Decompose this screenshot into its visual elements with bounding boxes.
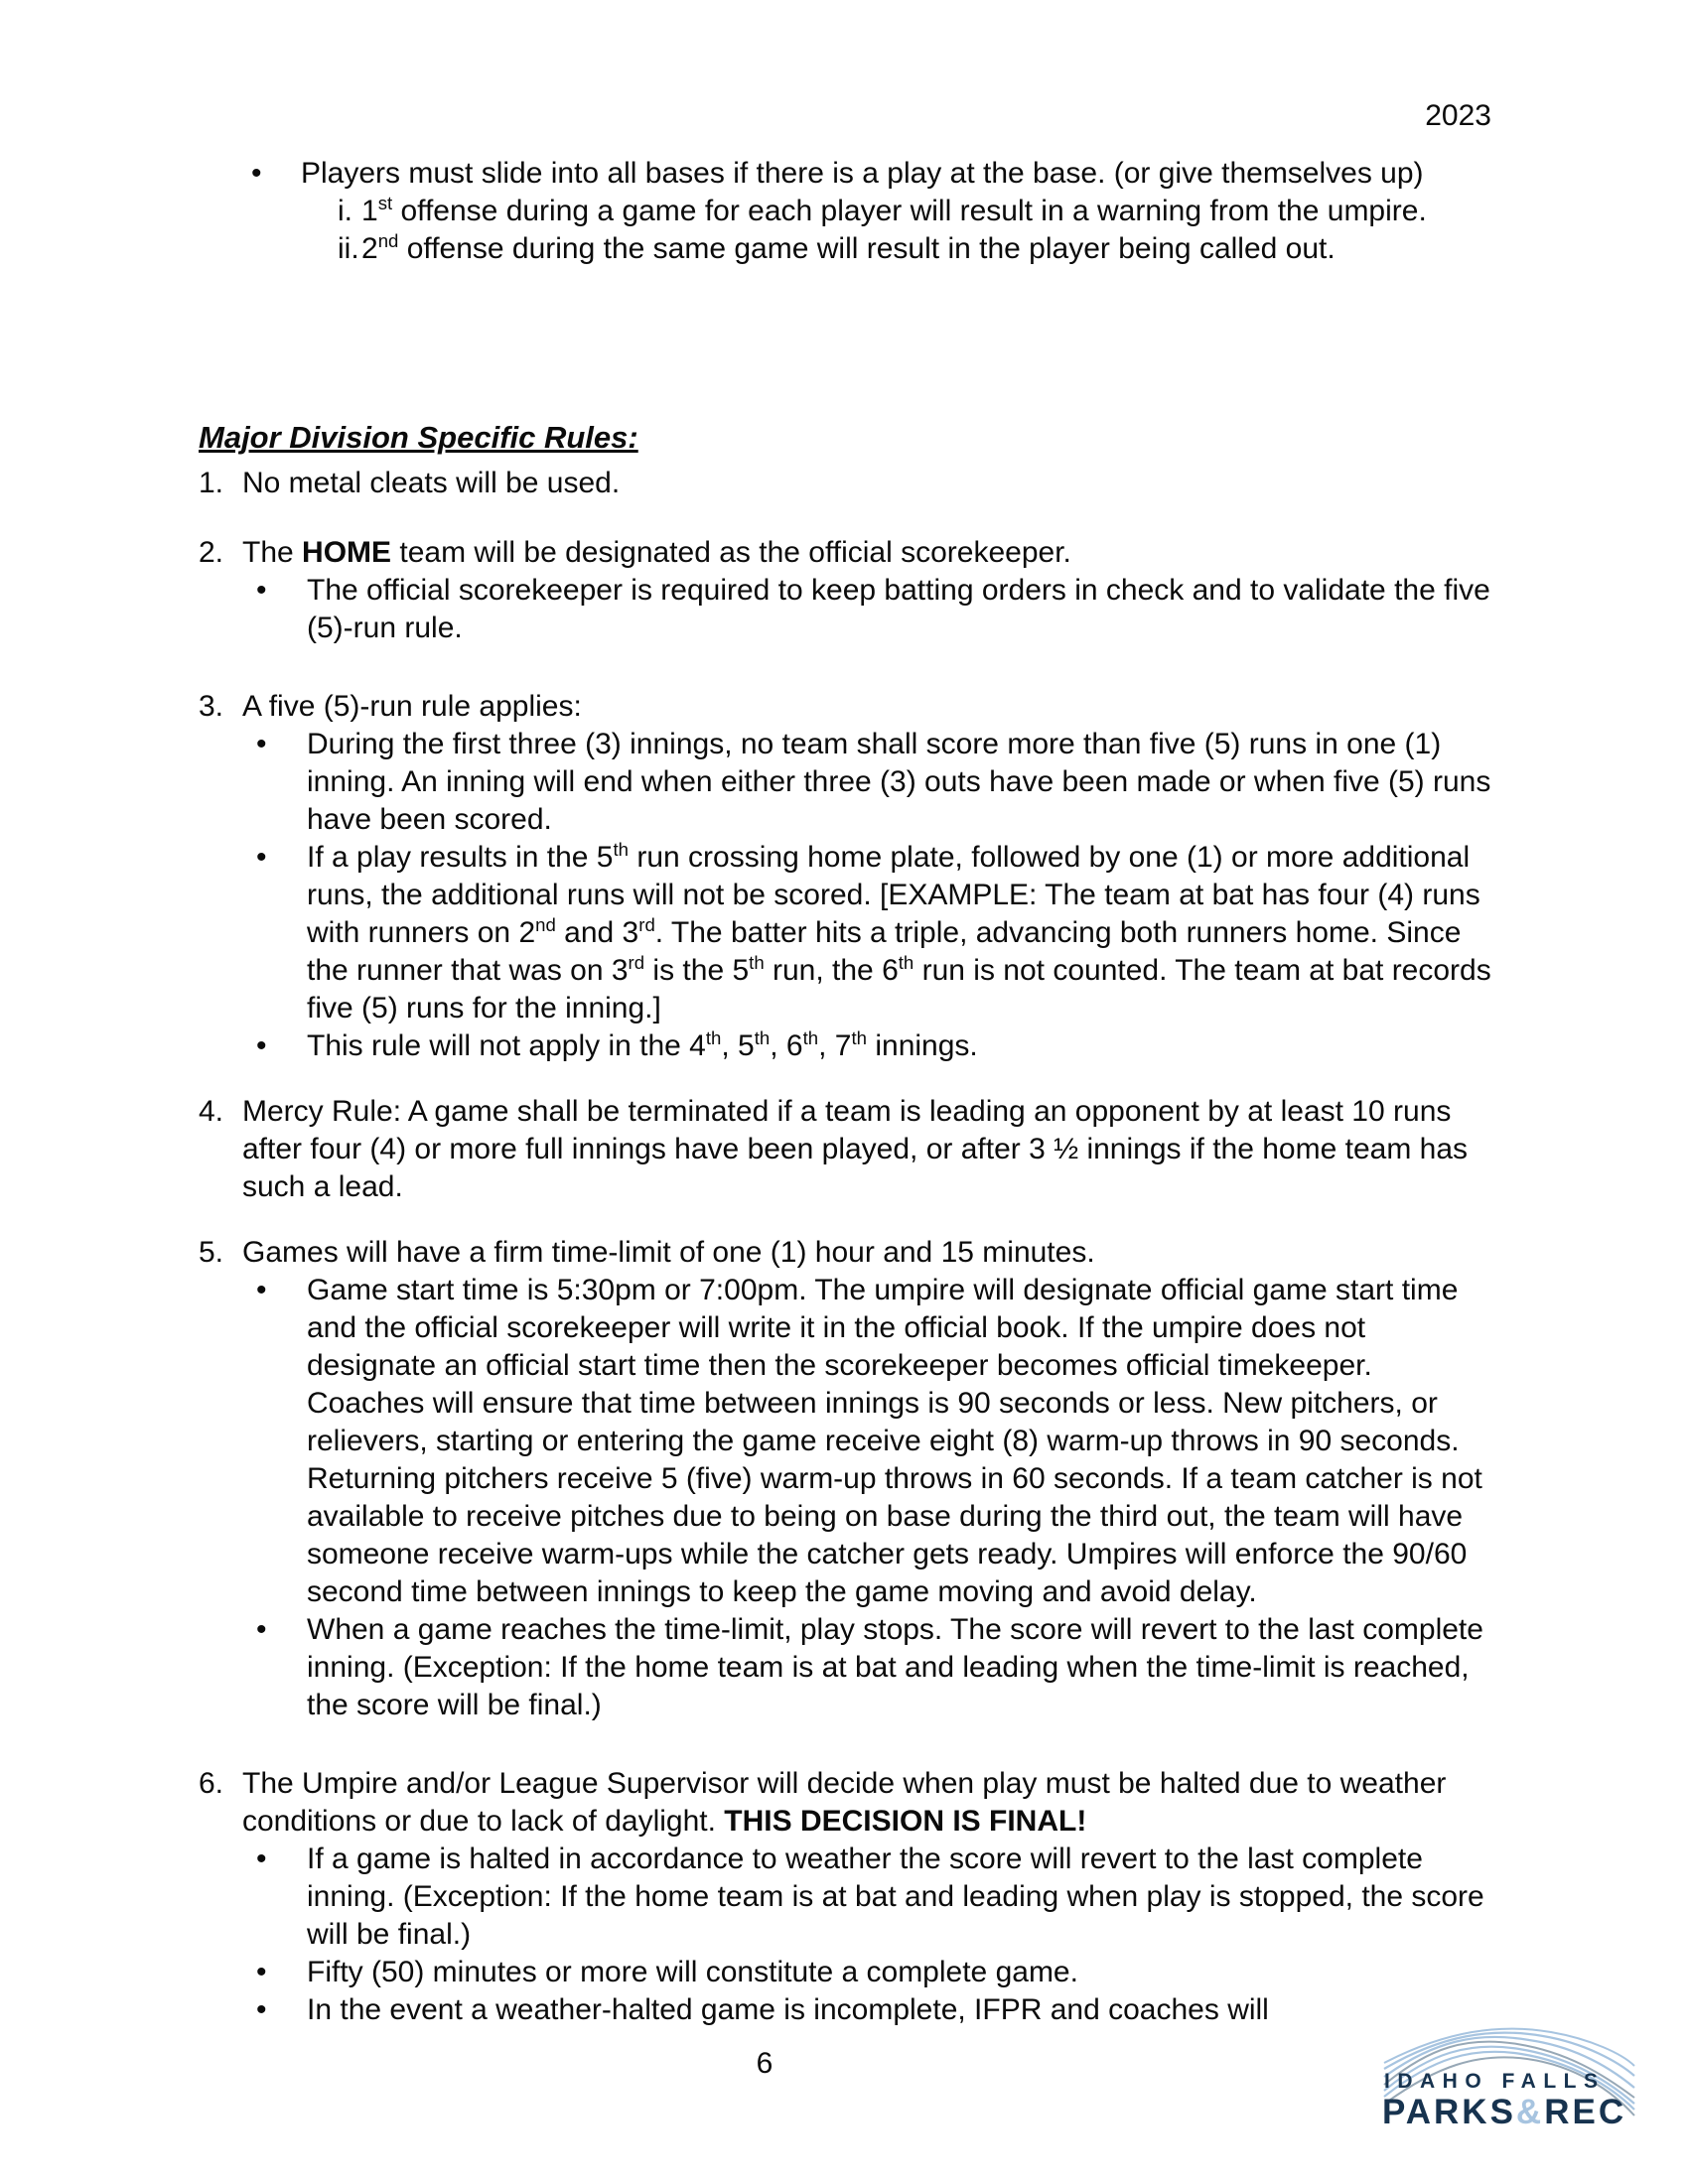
rule-number: 5. [199, 1236, 224, 1269]
roman-numeral-label: ii. [338, 232, 359, 265]
bullet-icon: • [256, 728, 267, 760]
rule-number: 3. [199, 690, 224, 723]
rule-bullet-item [242, 1841, 1491, 1954]
intro-bullet-text: Players must slide into all bases if there is a play at the base. (or give themselves up) [301, 157, 1424, 190]
rule-text: Mercy Rule: A game shall be terminated if a team is leading an opponent by at least 10 runs after four (4) or more full innings have been played, or after 3 ½ innings if the home team has such a lead. [242, 1095, 1469, 1203]
roman-sub-item [199, 193, 1491, 230]
rule-item [199, 1765, 1491, 2029]
rule-bullet-text: In the event a weather-halted game is incomplete, IFPR and coaches will [307, 1993, 1269, 2026]
roman-sub-item-text: 1st offense during a game for each player will result in a warning from the umpire. [361, 193, 1427, 227]
roman-numeral-label: i. [338, 195, 352, 227]
bullet-icon: • [256, 1993, 267, 2026]
rule-bullet-item [242, 726, 1491, 839]
rule-item [199, 534, 1491, 647]
parks-rec-logo [1382, 2025, 1636, 2136]
rule-number: 6. [199, 1767, 224, 1800]
bullet-icon: • [256, 1843, 267, 1875]
document-content [199, 155, 1491, 2029]
bullet-icon: • [256, 1274, 267, 1306]
logo-rec-text: REC [1544, 2093, 1627, 2131]
rule-number: 4. [199, 1095, 224, 1128]
bullet-icon: • [256, 1029, 267, 1062]
rule-bullet-item [242, 1991, 1491, 2029]
logo-title-line2 [1382, 2095, 1626, 2130]
rule-item [199, 1234, 1491, 1724]
rule-text: Games will have a firm time-limit of one (1) hour and 15 minutes. [242, 1236, 1095, 1269]
rule-number: 1. [199, 467, 224, 499]
rule-bullet-text: During the first three (3) innings, no team shall score more than five (5) runs in one (1) inning. An inning will end when either three (3) outs have been made or when five (5) runs have been scored. [307, 728, 1491, 836]
rule-text: A five (5)-run rule applies: [242, 690, 582, 723]
rule-text: The HOME team will be designated as the official scorekeeper. [242, 536, 1071, 569]
rule-item [199, 465, 1491, 502]
rule-bullet-text: If a game is halted in accordance to weather the score will revert to the last complete inning. (Exception: If the home team is at bat and leading when play is stopped, the score will be final.) [307, 1843, 1484, 1951]
roman-sub-item [199, 230, 1491, 268]
rule-bullet-text: Fifty (50) minutes or more will constitute a complete game. [307, 1956, 1078, 1988]
rule-bullet-item [242, 572, 1491, 647]
rule-bullet-item [242, 1272, 1491, 1611]
bullet-icon: • [256, 574, 267, 607]
rule-item [199, 1093, 1491, 1206]
rule-bullet-text: Game start time is 5:30pm or 7:00pm. The umpire will designate official game start time and the official scorekeeper will write it in the official book. If the umpire does not designate an official start time then the scorekeeper becomes official timekeeper. Coaches will ensure that time between innings is 90 seconds or less. New pitchers, or relievers, starting or entering the game receive eight (8) warm-up throws in 90 seconds. Returning pitchers receive 5 (five) warm-up throws in 60 seconds. If a team catcher is not available to receive pitches due to being on base during the third out, the team will have someone receive warm-ups while the catcher gets ready. Umpires will enforce the 90/60 second time between innings to keep the game moving and avoid delay. [307, 1274, 1482, 1608]
year-label: 2023 [1425, 99, 1491, 132]
rule-number: 2. [199, 536, 224, 569]
rule-bullet-item [242, 1027, 1491, 1065]
rule-bullet-text: If a play results in the 5th run crossing home plate, followed by one (1) or more additional runs, the additional runs will not be scored. [EXAMPLE: The team at bat has four (4) runs with runners on 2nd and 3rd. The batter hits a triple, advancing both runners home. Since the runner that was on 3rd is the 5th run, the 6th run is not counted. The team at bat records five (5) runs for the inning.] [307, 839, 1491, 1024]
rule-bullet-text: The official scorekeeper is required to keep batting orders in check and to validate the five (5)-run rule. [307, 574, 1490, 644]
rule-bullet-item [242, 1954, 1491, 1991]
bullet-icon: • [251, 157, 262, 190]
rule-bullet-text: When a game reaches the time-limit, play stops. The score will revert to the last complete inning. (Exception: If the home team is at bat and leading when the time-limit is reached, the score will be final.) [307, 1613, 1483, 1721]
bullet-icon: • [256, 1613, 267, 1646]
logo-ampersand: & [1515, 2093, 1545, 2131]
rule-bullet-item [242, 839, 1491, 1027]
rule-bullet-text: This rule will not apply in the 4th, 5th, 6th, 7th innings. [307, 1027, 978, 1062]
section-heading: Major Division Specific Rules: [199, 420, 638, 455]
rule-bullet-item [242, 1611, 1491, 1724]
rule-text: The Umpire and/or League Supervisor will decide when play must be halted due to weather conditions or due to lack of daylight. THIS DECISION IS FINAL! [242, 1767, 1447, 1838]
rules-list [199, 465, 1491, 2029]
roman-sub-item-text: 2nd offense during the same game will result in the player being called out. [361, 230, 1336, 265]
rule-text: No metal cleats will be used. [242, 467, 621, 499]
rule-item [199, 688, 1491, 1065]
bullet-icon: • [256, 841, 267, 874]
bullet-icon: • [256, 1956, 267, 1988]
logo-parks-text: PARKS [1382, 2093, 1516, 2131]
logo-title-line1: IDAHO FALLS [1384, 2070, 1606, 2093]
intro-bullet-item [199, 155, 1491, 193]
page-number: 6 [756, 2047, 774, 2080]
